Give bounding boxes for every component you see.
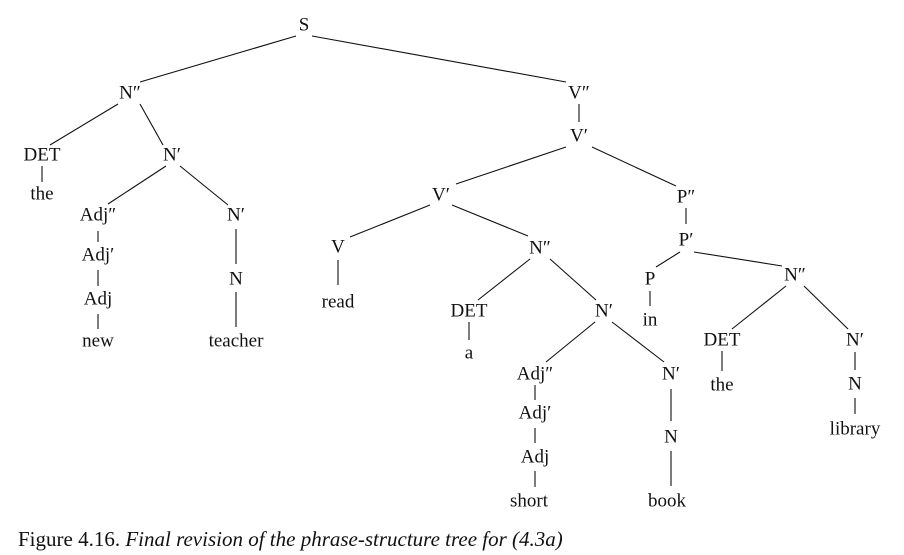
- tree-node-new: new: [82, 330, 114, 352]
- tree-node-p: P: [644, 268, 656, 290]
- tree-edge-p1-p: [656, 252, 680, 267]
- tree-node-n1e: N′: [846, 329, 864, 351]
- tree-node-v1a: V′: [570, 125, 588, 147]
- tree-edge-n1a-n1b: [180, 166, 228, 205]
- tree-node-read: read: [321, 291, 355, 313]
- tree-node-n2a: N″: [119, 82, 141, 104]
- tree-node-p2: P″: [676, 186, 696, 208]
- tree-edge-n2a-det1: [50, 104, 118, 145]
- tree-node-v: V: [331, 236, 345, 258]
- tree-labels: [24, 15, 881, 512]
- tree-node-library: library: [829, 418, 881, 440]
- tree-node-n2c: N″: [784, 264, 806, 286]
- tree-edge-p1-n2c: [694, 252, 782, 266]
- tree-node-a: a: [464, 342, 474, 364]
- tree-node-adjb: Adj: [520, 446, 550, 468]
- tree-node-nb: N: [229, 268, 243, 290]
- tree-edge-n1c-adj2b: [546, 322, 595, 362]
- caption-prefix: Figure 4.16.: [18, 527, 121, 551]
- tree-node-adj2a: Adj″: [79, 204, 117, 226]
- tree-node-n1a: N′: [163, 144, 181, 166]
- tree-node-n2b: N″: [529, 237, 551, 259]
- tree-node-book: book: [648, 490, 686, 512]
- tree-node-det1: DET: [23, 144, 61, 166]
- tree-node-teacher: teacher: [208, 330, 264, 352]
- tree-edge-v1a-v1b: [456, 147, 566, 184]
- tree-node-ne: N: [848, 373, 862, 395]
- tree-node-adj1b: Adj′: [518, 402, 552, 424]
- tree-node-adj1a: Adj′: [81, 244, 115, 266]
- tree-node-p1: P′: [678, 229, 694, 251]
- figure-caption: [18, 527, 563, 552]
- tree-node-n1d: N′: [662, 363, 680, 385]
- tree-edge-v1b-v: [350, 205, 430, 237]
- tree-edge-v1a-p2: [592, 147, 676, 186]
- tree-edge-n2b-n1c: [550, 259, 596, 300]
- tree-node-v2: V″: [568, 82, 590, 104]
- tree-edge-n2b-det2: [478, 259, 530, 300]
- tree-edge-n1a-adj2a: [108, 166, 166, 204]
- tree-node-in: in: [642, 309, 658, 331]
- tree-node-det3: DET: [703, 329, 741, 351]
- tree-node-n1c: N′: [595, 300, 613, 322]
- caption-title: Final revision of the phrase-structure tree for (4.3a): [125, 527, 563, 551]
- tree-edge-n2a-n1a: [140, 104, 163, 145]
- tree-node-nd: N: [664, 426, 678, 448]
- tree-node-s: S: [298, 14, 310, 36]
- tree-edge-s-n2a: [140, 36, 296, 82]
- tree-edge-n2c-det3: [732, 286, 786, 329]
- tree-edge-v1b-n2b: [452, 205, 528, 236]
- tree-edges: [42, 36, 855, 487]
- tree-node-short: short: [510, 490, 548, 512]
- tree-node-the1: the: [30, 183, 54, 205]
- tree-edge-n2c-n1e: [804, 286, 848, 329]
- tree-node-v1b: V′: [432, 184, 450, 206]
- tree-node-adja: Adj: [83, 288, 113, 310]
- tree-node-det2: DET: [450, 300, 488, 322]
- tree-edge-s-v2: [312, 36, 566, 82]
- tree-node-adj2b: Adj″: [516, 363, 554, 385]
- tree-node-the2: the: [710, 374, 734, 396]
- tree-node-n1b: N′: [227, 204, 245, 226]
